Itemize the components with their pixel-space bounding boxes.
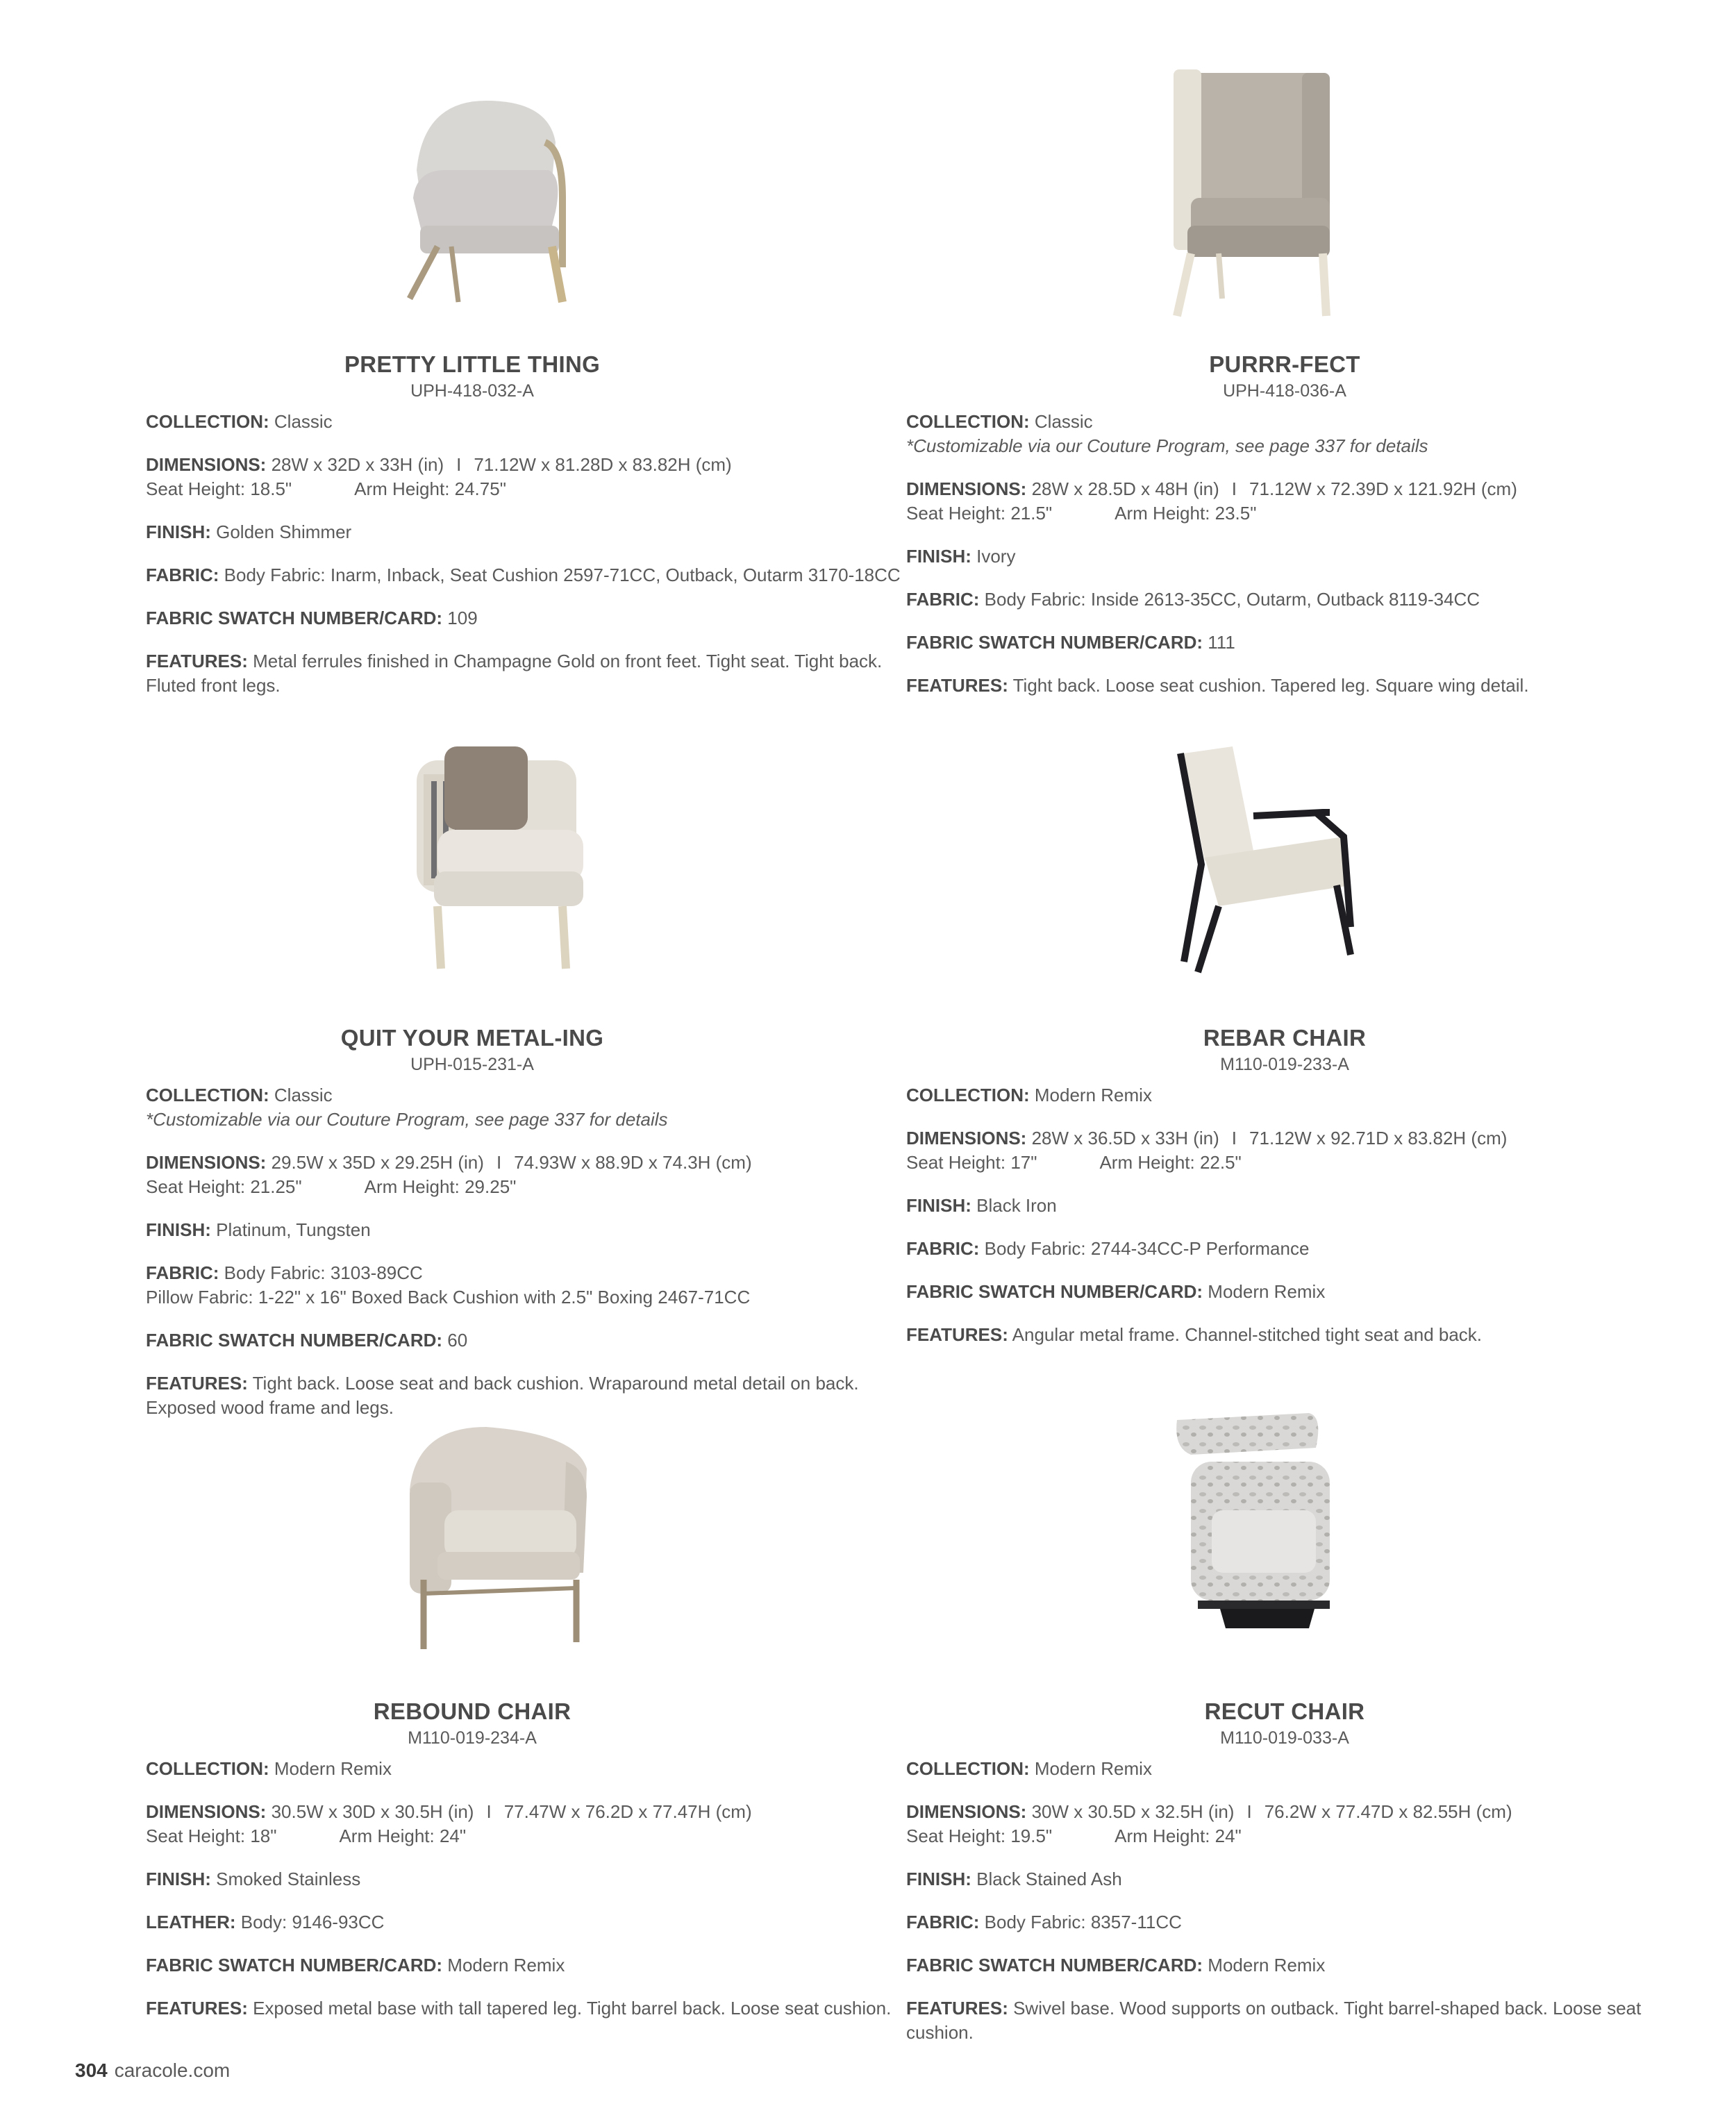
spec-collection: COLLECTION: Modern Remix (146, 1758, 392, 1779)
product-sku: UPH-015-231-A (410, 1055, 534, 1074)
spec-finish: FINISH: Ivory (906, 546, 1016, 567)
product-name: REBAR CHAIR (1203, 1025, 1367, 1051)
chair-image (1115, 1406, 1378, 1670)
spec-fabric: FABRIC: Body Fabric: 3103-89CC Pillow Fabric: 1-22" x 16" Boxed Back Cushion with 2.5" Boxing 2467-71CC (146, 1262, 751, 1308)
product-sku: M110-019-233-A (1220, 1055, 1349, 1074)
spec-dimensions: DIMENSIONS: 28W x 36.5D x 33H (in) I 71.12W x 92.71D x 83.82H (cm) Seat Height: 17" Arm Height: 22.5" (906, 1128, 1508, 1173)
spec-features: FEATURES: Swivel base. Wood supports on outback. Tight barrel-shaped back. Loose seat cushion. (906, 1998, 1642, 2043)
club-chair-illustration (354, 733, 618, 996)
chair-image (354, 59, 618, 323)
spec-features: FEATURES: Tight back. Loose seat cushion. Tapered leg. Square wing detail. (906, 675, 1529, 696)
chair-image (354, 733, 618, 996)
spec-features: FEATURES: Angular metal frame. Channel-stitched tight seat and back. (906, 1324, 1483, 1345)
spec-swatch: FABRIC SWATCH NUMBER/CARD: Modern Remix (146, 1955, 565, 1975)
chair-image (1115, 59, 1378, 323)
chair-image (354, 1406, 618, 1670)
spec-swatch: FABRIC SWATCH NUMBER/CARD: 109 (146, 608, 478, 628)
barrel-chair-illustration (354, 1406, 618, 1670)
spec-fabric: FABRIC: Body Fabric: Inarm, Inback, Seat Cushion 2597-71CC, Outback, Outarm 3170-18CC (146, 565, 901, 585)
spec-collection: COLLECTION: Classic (146, 411, 333, 432)
product-name: RECUT CHAIR (1204, 1698, 1365, 1724)
product-rebound-chair (146, 1406, 944, 2087)
spec-collection: COLLECTION: Classic *Customizable via our Couture Program, see page 337 for details (906, 411, 1428, 456)
website-url: caracole.com (114, 2060, 231, 2081)
spec-fabric: FABRIC: Body Fabric: 8357-11CC (906, 1912, 1182, 1932)
spec-finish: FINISH: Black Iron (906, 1195, 1057, 1216)
spec-finish: FINISH: Smoked Stainless (146, 1869, 361, 1889)
spec-collection: COLLECTION: Modern Remix (906, 1758, 1152, 1779)
spec-dimensions: DIMENSIONS: 29.5W x 35D x 29.25H (in) I 74.93W x 88.9D x 74.3H (cm) Seat Height: 21.25" Arm Height: 29.25" (146, 1152, 752, 1197)
spec-swatch: FABRIC SWATCH NUMBER/CARD: Modern Remix (906, 1281, 1326, 1302)
product-quit-your-metal-ing (146, 733, 944, 1418)
product-sku: M110-019-033-A (1220, 1728, 1349, 1748)
spec-collection: COLLECTION: Classic *Customizable via our Couture Program, see page 337 for details (146, 1085, 668, 1130)
spec-dimensions: DIMENSIONS: 28W x 32D x 33H (in) I 71.12W x 81.28D x 83.82H (cm) Seat Height: 18.5" Arm Height: 24.75" (146, 454, 732, 499)
spec-dimensions: DIMENSIONS: 28W x 28.5D x 48H (in) I 71.12W x 72.39D x 121.92H (cm) Seat Height: 21.5" Arm Height: 23.5" (906, 478, 1517, 524)
page-footer (75, 2060, 230, 2082)
product-sku: UPH-418-036-A (1223, 381, 1346, 401)
product-pretty-little-thing (146, 59, 944, 740)
product-recut-chair (906, 1406, 1705, 2087)
product-name: QUIT YOUR METAL-ING (340, 1025, 604, 1051)
spec-leather: LEATHER: Body: 9146-93CC (146, 1912, 385, 1932)
product-rebar-chair (906, 733, 1705, 1413)
product-purrr-fect (906, 59, 1705, 740)
spec-features: FEATURES: Tight back. Loose seat and back cushion. Wraparound metal detail on back. Exposed wood frame and legs. (146, 1373, 859, 1418)
spec-swatch: FABRIC SWATCH NUMBER/CARD: Modern Remix (906, 1955, 1326, 1975)
chair-image (1115, 733, 1378, 996)
spec-collection: COLLECTION: Modern Remix (906, 1085, 1152, 1105)
armchair-illustration (354, 59, 618, 323)
spec-fabric: FABRIC: Body Fabric: Inside 2613-35CC, Outarm, Outback 8119-34CC (906, 589, 1480, 610)
product-name: PURRR-FECT (1209, 351, 1360, 377)
product-sku: UPH-418-032-A (410, 381, 534, 401)
spec-finish: FINISH: Black Stained Ash (906, 1869, 1122, 1889)
spec-features: FEATURES: Metal ferrules finished in Champagne Gold on front feet. Tight seat. Tight back. Fluted front legs. (146, 651, 883, 696)
spec-swatch: FABRIC SWATCH NUMBER/CARD: 111 (906, 632, 1235, 653)
spec-features: FEATURES: Exposed metal base with tall tapered leg. Tight barrel back. Loose seat cushion. (146, 1998, 892, 2019)
page-number: 304 (75, 2060, 108, 2081)
spec-dimensions: DIMENSIONS: 30.5W x 30D x 30.5H (in) I 77.47W x 76.2D x 77.47H (cm) Seat Height: 18" Arm Height: 24" (146, 1801, 752, 1846)
lounge-chair-illustration (1115, 733, 1378, 996)
spec-finish: FINISH: Platinum, Tungsten (146, 1219, 371, 1240)
spec-finish: FINISH: Golden Shimmer (146, 521, 352, 542)
spec-dimensions: DIMENSIONS: 30W x 30.5D x 32.5H (in) I 76.2W x 77.47D x 82.55H (cm) Seat Height: 19.5" Arm Height: 24" (906, 1801, 1512, 1846)
spec-fabric: FABRIC: Body Fabric: 2744-34CC-P Performance (906, 1238, 1310, 1259)
spec-swatch: FABRIC SWATCH NUMBER/CARD: 60 (146, 1330, 468, 1351)
product-name: PRETTY LITTLE THING (344, 351, 601, 377)
swivel-chair-illustration (1115, 1406, 1378, 1670)
product-sku: M110-019-234-A (408, 1728, 537, 1748)
wingback-chair-illustration (1115, 59, 1378, 323)
product-name: REBOUND CHAIR (373, 1698, 571, 1724)
